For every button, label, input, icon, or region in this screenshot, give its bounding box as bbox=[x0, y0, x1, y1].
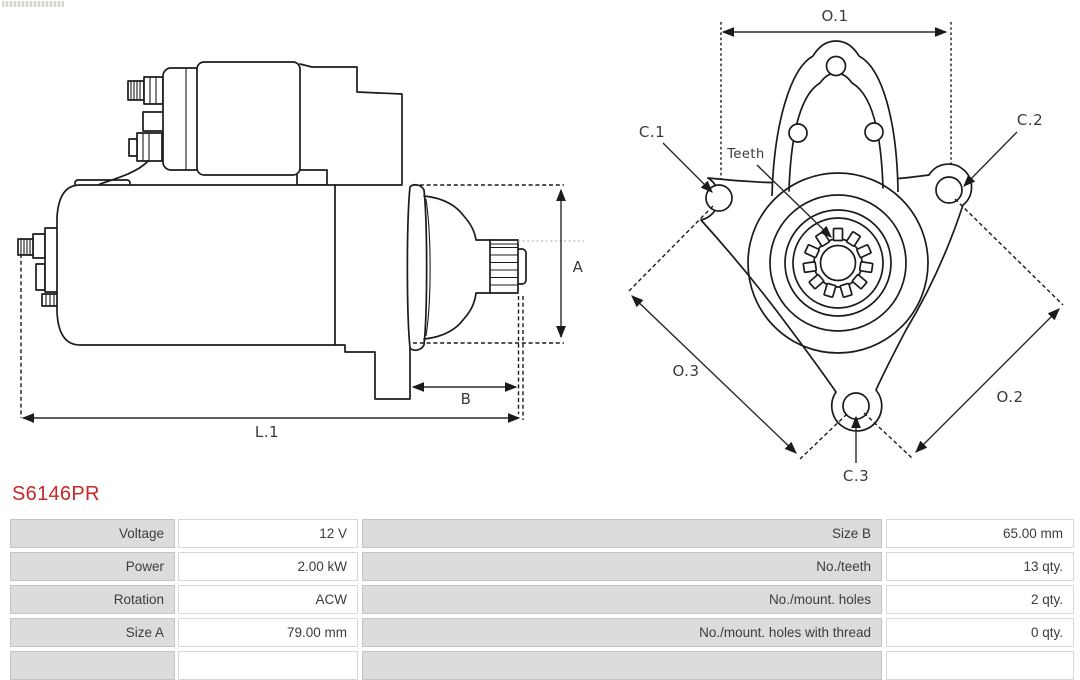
table-row-partial bbox=[178, 651, 358, 680]
table-row-partial bbox=[362, 651, 882, 680]
spec-label: Power bbox=[10, 552, 175, 581]
starter-front-view bbox=[628, 7, 1063, 485]
spec-label: Size B bbox=[362, 519, 882, 548]
spec-value: 65.00 mm bbox=[886, 519, 1074, 548]
spec-value: 0 qty. bbox=[886, 618, 1074, 647]
arch-left-hole bbox=[789, 124, 807, 142]
dimension-o3-label: O.3 bbox=[672, 362, 700, 380]
starter-side-view bbox=[18, 62, 584, 441]
callout-c1-label: C.1 bbox=[638, 123, 666, 141]
dimension-l1-label: L.1 bbox=[254, 423, 280, 441]
dimension-o1-label: O.1 bbox=[821, 7, 849, 25]
dimension-a-label: A bbox=[572, 258, 584, 276]
shaft-collar bbox=[33, 234, 45, 258]
threaded-stud bbox=[18, 239, 33, 255]
callout-C1 bbox=[639, 123, 712, 192]
spec-value: 79.00 mm bbox=[178, 618, 358, 647]
spec-label: Rotation bbox=[10, 585, 175, 614]
flange-band bbox=[407, 185, 426, 350]
dimension-o2-label: O.2 bbox=[996, 388, 1024, 406]
spec-value: 2 qty. bbox=[886, 585, 1074, 614]
spec-value: 12 V bbox=[178, 519, 358, 548]
spec-label: Voltage bbox=[10, 519, 175, 548]
callout-C2 bbox=[964, 111, 1043, 186]
solenoid-body bbox=[197, 62, 300, 175]
part-number: S6146PR bbox=[12, 483, 100, 505]
motor-body bbox=[57, 185, 335, 345]
terminal-stud-top bbox=[128, 81, 144, 100]
mount-hole-c1 bbox=[706, 185, 732, 211]
dimension-O1 bbox=[723, 7, 946, 32]
spec-value: 13 qty. bbox=[886, 552, 1074, 581]
spec-label: No./teeth bbox=[362, 552, 882, 581]
mounting-foot bbox=[335, 345, 410, 399]
callout-c2-label: C.2 bbox=[1016, 111, 1044, 129]
mounting-flange bbox=[701, 164, 972, 431]
dimension-b-label: B bbox=[460, 390, 472, 408]
table-row-partial bbox=[886, 651, 1074, 680]
table-row-partial bbox=[10, 651, 175, 680]
callout-teeth-label: Teeth bbox=[727, 147, 765, 162]
callout-c3-label: C.3 bbox=[842, 467, 870, 485]
arch-right-hole bbox=[865, 123, 883, 141]
dimension-L1 bbox=[23, 418, 519, 441]
mount-hole-c3 bbox=[843, 393, 869, 419]
spec-label: No./mount. holes with thread bbox=[362, 618, 882, 647]
spec-value: ACW bbox=[178, 585, 358, 614]
spec-value: 2.00 kW bbox=[178, 552, 358, 581]
arch-top-hole bbox=[827, 57, 846, 76]
dimension-A bbox=[561, 190, 584, 337]
spec-label: No./mount. holes bbox=[362, 585, 882, 614]
spec-label: Size A bbox=[10, 618, 175, 647]
dimension-B bbox=[413, 387, 516, 408]
mount-hole-c2 bbox=[936, 177, 962, 203]
